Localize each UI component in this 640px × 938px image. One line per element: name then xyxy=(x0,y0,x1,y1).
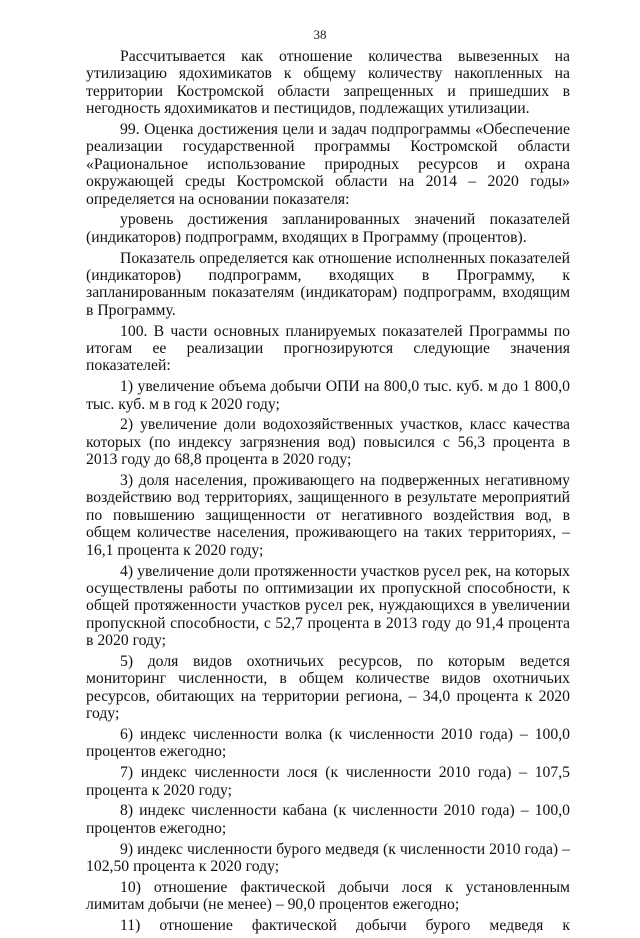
page-number: 38 xyxy=(313,27,327,42)
list-item-11: 11) отношение фактической добычи бурого медведя к xyxy=(120,916,570,934)
paragraph-indicator-definition: Показатель определяется как отношение исполненных показателей (индикаторов) подпрограмм, входящих в Программу, к запланированным показателям (индикаторам) подпрограмм, входящим в Программу. xyxy=(86,249,570,319)
paragraph-indicator: уровень достижения запланированных значений показателей (индикаторов) подпрограмм, входящих в Программу (процентов). xyxy=(86,211,570,246)
list-item-2: 2) увеличение доли водохозяйственных участков, класс качества которых (по индексу загрязнения вод) повысился с 56,3 процента в 2013 году до 68,8 процента в 2020 году; xyxy=(86,416,570,469)
paragraph-calc-description: Рассчитывается как отношение количества вывезенных на утилизацию ядохимикатов к общему количеству накопленных на территории Костромской области запрещенных и пришедших в негодность ядохимикатов и пестицидов, подлежащих утилизации. xyxy=(86,48,570,118)
list-item-5: 5) доля видов охотничьих ресурсов, по которым ведется мониторинг численности, в общем количестве видов охотничьих ресурсов, обитающих на территории региона, – 34,0 процента к 2020 году; xyxy=(86,652,570,723)
list-item-10: 10) отношение фактической добычи лося к установленным лимитам добычи (не менее) – 90,0 процентов ежегодно; xyxy=(86,878,570,914)
list-item-7: 7) индекс численности лося (к численности 2010 года) – 107,5 процента к 2020 году; xyxy=(86,764,570,799)
paragraph-100: 100. В части основных планируемых показателей Программы по итогам ее реализации прогнозируются следующие значения показателей: xyxy=(86,322,570,375)
paragraph-99: 99. Оценка достижения цели и задач подпрограммы «Обеспечение реализации государственной программы Костромской области «Рациональное использование природных ресурсов и охрана окружающей среды Костромской области на 2014 – 2020 годы» определяется на основании показателя: xyxy=(86,121,570,208)
list-item-1: 1) увеличение объема добычи ОПИ на 800,0 тыс. куб. м до 1 800,0 тыс. куб. м в год к 2020 году; xyxy=(86,378,570,413)
list-item-8: 8) индекс численности кабана (к численности 2010 года) – 100,0 процентов ежегодно; xyxy=(86,802,570,837)
list-item-3: 3) доля населения, проживающего на подверженных негативному воздействию вод территориях, защищенного в результате мероприятий по повышению защищенности от негативного воздействия вод, в общем количестве населения, проживающего на таких территориях, – 16,1 процента к 2020 году; xyxy=(86,472,570,559)
list-item-9: 9) индекс численности бурого медведя (к численности 2010 года) – 102,50 процента к 2020 году; xyxy=(86,840,570,875)
list-item-4: 4) увеличение доли протяженности участков русел рек, на которых осуществлены работы по оптимизации их пропускной способности, к общей протяженности участков русел рек, нуждающихся в увеличении пропускной способности, с 52,7 процента в 2013 году до 91,4 процента в 2020 году; xyxy=(86,562,570,650)
list-item-6: 6) индекс численности волка (к численности 2010 года) – 100,0 процентов ежегодно; xyxy=(86,725,570,761)
document-body xyxy=(86,48,570,938)
